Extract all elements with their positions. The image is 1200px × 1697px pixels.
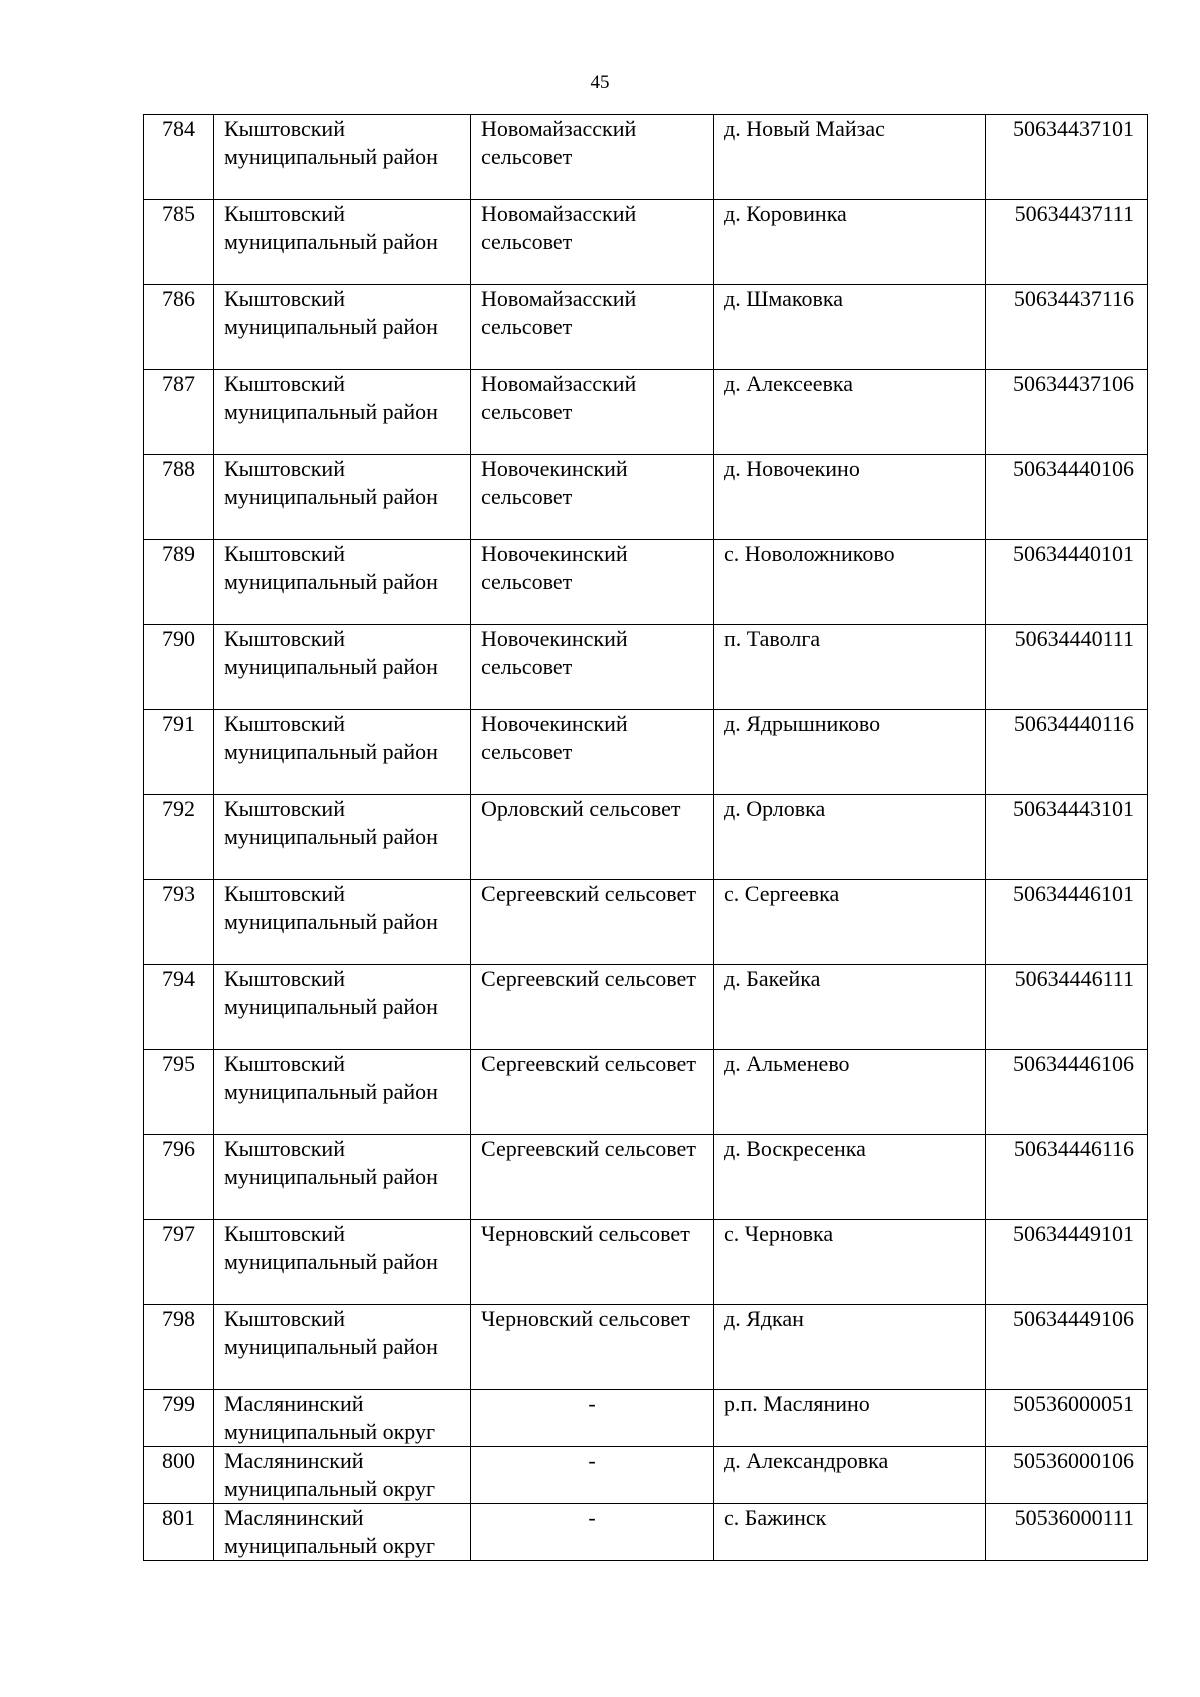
code-cell <box>986 455 1148 540</box>
council-text: Сергеевский сельсовет <box>481 881 696 906</box>
district-cell <box>214 1050 471 1135</box>
locality-text: д. Бакейка <box>724 966 821 991</box>
council-cell <box>471 1390 714 1447</box>
table-row <box>144 1390 1148 1447</box>
code-text: 50634446101 <box>1013 881 1134 906</box>
code-cell <box>986 540 1148 625</box>
code-cell <box>986 200 1148 285</box>
council-text: Новочекинский сельсовет <box>481 626 628 679</box>
row-number-text: 799 <box>162 1391 195 1416</box>
council-text: Новомайзасский сельсовет <box>481 371 637 424</box>
district-cell <box>214 710 471 795</box>
locality-cell <box>714 710 986 795</box>
code-cell <box>986 370 1148 455</box>
code-cell <box>986 285 1148 370</box>
locality-cell <box>714 1447 986 1504</box>
row-number-text: 790 <box>162 626 195 651</box>
locality-cell <box>714 115 986 200</box>
code-cell <box>986 115 1148 200</box>
table-row <box>144 115 1148 200</box>
table-row <box>144 795 1148 880</box>
district-text: Кыштовский муниципальный район <box>224 881 438 934</box>
code-cell <box>986 625 1148 710</box>
code-text: 50634437101 <box>1013 116 1134 141</box>
row-number-cell <box>144 540 214 625</box>
council-text: Сергеевский сельсовет <box>481 1051 696 1076</box>
locality-cell <box>714 540 986 625</box>
council-text: Орловский сельсовет <box>481 796 681 821</box>
table-row <box>144 1447 1148 1504</box>
district-cell <box>214 1447 471 1504</box>
row-number-text: 796 <box>162 1136 195 1161</box>
district-cell <box>214 285 471 370</box>
row-number-text: 788 <box>162 456 195 481</box>
district-cell <box>214 455 471 540</box>
district-text: Маслянинский муниципальный округ <box>224 1391 436 1444</box>
row-number-cell <box>144 625 214 710</box>
district-text: Кыштовский муниципальный район <box>224 711 438 764</box>
locality-text: д. Орловка <box>724 796 826 821</box>
row-number-cell <box>144 285 214 370</box>
locality-cell <box>714 1220 986 1305</box>
row-number-cell <box>144 1050 214 1135</box>
code-text: 50634440106 <box>1013 456 1134 481</box>
council-cell <box>471 1447 714 1504</box>
district-cell <box>214 1220 471 1305</box>
locality-text: п. Таволга <box>724 626 821 651</box>
council-cell <box>471 1135 714 1220</box>
district-text: Кыштовский муниципальный район <box>224 1306 438 1359</box>
district-text: Кыштовский муниципальный район <box>224 286 438 339</box>
row-number-text: 797 <box>162 1221 195 1246</box>
council-cell <box>471 455 714 540</box>
council-cell <box>471 1050 714 1135</box>
locality-cell <box>714 1135 986 1220</box>
district-cell <box>214 1135 471 1220</box>
council-text: Сергеевский сельсовет <box>481 966 696 991</box>
code-text: 50634440116 <box>1013 711 1134 736</box>
district-cell <box>214 625 471 710</box>
row-number-cell <box>144 1390 214 1447</box>
locality-text: д. Новочекино <box>724 456 860 481</box>
code-text: 50634437111 <box>1014 201 1134 226</box>
locality-text: д. Алексеевка <box>724 371 854 396</box>
district-text: Кыштовский муниципальный район <box>224 541 438 594</box>
locality-text: д. Шмаковка <box>724 286 844 311</box>
table-row <box>144 880 1148 965</box>
locality-cell <box>714 1305 986 1390</box>
code-text: 50634437106 <box>1013 371 1134 396</box>
row-number-cell <box>144 1504 214 1561</box>
council-text: Черновский сельсовет <box>481 1306 690 1331</box>
row-number-text: 794 <box>162 966 195 991</box>
council-text: - <box>588 1505 596 1530</box>
locality-cell <box>714 795 986 880</box>
locality-text: с. Черновка <box>724 1221 834 1246</box>
code-cell <box>986 710 1148 795</box>
council-text: Новомайзасский сельсовет <box>481 116 637 169</box>
row-number-cell <box>144 1220 214 1305</box>
locality-cell <box>714 880 986 965</box>
council-cell <box>471 200 714 285</box>
district-cell <box>214 880 471 965</box>
code-cell <box>986 1447 1148 1504</box>
locality-text: с. Бажинск <box>724 1505 827 1530</box>
district-text: Кыштовский муниципальный район <box>224 1136 438 1189</box>
table-row <box>144 965 1148 1050</box>
code-text: 50634437116 <box>1013 286 1134 311</box>
district-text: Кыштовский муниципальный район <box>224 796 438 849</box>
district-cell <box>214 795 471 880</box>
council-cell <box>471 1305 714 1390</box>
council-cell <box>471 370 714 455</box>
council-cell <box>471 285 714 370</box>
council-text: Черновский сельсовет <box>481 1221 690 1246</box>
council-cell <box>471 1504 714 1561</box>
locality-text: д. Ядкан <box>724 1306 804 1331</box>
row-number-cell <box>144 115 214 200</box>
council-cell <box>471 795 714 880</box>
district-text: Кыштовский муниципальный район <box>224 371 438 424</box>
code-text: 50634440101 <box>1013 541 1134 566</box>
code-text: 50634443101 <box>1013 796 1134 821</box>
row-number-cell <box>144 1305 214 1390</box>
council-text: Сергеевский сельсовет <box>481 1136 696 1161</box>
council-cell <box>471 880 714 965</box>
table-row <box>144 200 1148 285</box>
code-cell <box>986 1050 1148 1135</box>
locality-cell <box>714 200 986 285</box>
table-row <box>144 625 1148 710</box>
council-text: Новомайзасский сельсовет <box>481 201 637 254</box>
council-cell <box>471 625 714 710</box>
row-number-text: 785 <box>162 201 195 226</box>
row-number-text: 792 <box>162 796 195 821</box>
code-text: 50634449106 <box>1013 1306 1134 1331</box>
locality-cell <box>714 965 986 1050</box>
code-cell <box>986 795 1148 880</box>
code-text: 50634446116 <box>1013 1136 1134 1161</box>
council-text: Новочекинский сельсовет <box>481 541 628 594</box>
code-cell <box>986 1504 1148 1561</box>
row-number-text: 801 <box>162 1505 195 1530</box>
table-row <box>144 1135 1148 1220</box>
table-row <box>144 1050 1148 1135</box>
locality-cell <box>714 625 986 710</box>
row-number-cell <box>144 1135 214 1220</box>
code-cell <box>986 965 1148 1050</box>
row-number-cell <box>144 795 214 880</box>
table-row <box>144 710 1148 795</box>
code-text: 50634440111 <box>1014 626 1134 651</box>
district-text: Кыштовский муниципальный район <box>224 626 438 679</box>
table-row <box>144 285 1148 370</box>
code-cell <box>986 1135 1148 1220</box>
locality-text: д. Альменево <box>724 1051 850 1076</box>
code-text: 50536000051 <box>1013 1391 1134 1416</box>
locality-text: д. Александровка <box>724 1448 889 1473</box>
locality-cell <box>714 1504 986 1561</box>
district-cell <box>214 370 471 455</box>
locality-text: д. Коровинка <box>724 201 847 226</box>
code-cell <box>986 1305 1148 1390</box>
district-cell <box>214 1305 471 1390</box>
code-text: 50634446106 <box>1013 1051 1134 1076</box>
row-number-cell <box>144 965 214 1050</box>
row-number-text: 793 <box>162 881 195 906</box>
row-number-cell <box>144 455 214 540</box>
locality-text: д. Новый Майзас <box>724 116 885 141</box>
locality-text: с. Сергеевка <box>724 881 840 906</box>
council-cell <box>471 710 714 795</box>
code-text: 50634446111 <box>1014 966 1134 991</box>
council-cell <box>471 540 714 625</box>
district-cell <box>214 1390 471 1447</box>
row-number-cell <box>144 1447 214 1504</box>
code-text: 50536000111 <box>1014 1505 1134 1530</box>
district-text: Кыштовский муниципальный район <box>224 456 438 509</box>
code-cell <box>986 880 1148 965</box>
row-number-text: 795 <box>162 1051 195 1076</box>
row-number-text: 791 <box>162 711 195 736</box>
district-text: Маслянинский муниципальный округ <box>224 1505 436 1558</box>
table-body <box>144 115 1148 1561</box>
table-row <box>144 1305 1148 1390</box>
district-cell <box>214 540 471 625</box>
council-text: - <box>588 1391 596 1416</box>
district-text: Кыштовский муниципальный район <box>224 1051 438 1104</box>
table-row <box>144 540 1148 625</box>
row-number-cell <box>144 370 214 455</box>
district-text: Кыштовский муниципальный район <box>224 116 438 169</box>
locality-text: д. Ядрышниково <box>724 711 881 736</box>
row-number-text: 798 <box>162 1306 195 1331</box>
table-row <box>144 455 1148 540</box>
row-number-cell <box>144 880 214 965</box>
council-cell <box>471 965 714 1050</box>
council-cell <box>471 115 714 200</box>
row-number-text: 784 <box>162 116 195 141</box>
district-text: Кыштовский муниципальный район <box>224 966 438 1019</box>
table-row <box>144 1220 1148 1305</box>
table-row <box>144 1504 1148 1561</box>
locality-text: р.п. Маслянино <box>724 1391 870 1416</box>
locality-cell <box>714 455 986 540</box>
council-text: Новочекинский сельсовет <box>481 456 628 509</box>
district-text: Кыштовский муниципальный район <box>224 201 438 254</box>
row-number-text: 786 <box>162 286 195 311</box>
code-cell <box>986 1220 1148 1305</box>
locality-cell <box>714 1390 986 1447</box>
council-text: Новомайзасский сельсовет <box>481 286 637 339</box>
locality-cell <box>714 1050 986 1135</box>
table-row <box>144 370 1148 455</box>
code-cell <box>986 1390 1148 1447</box>
council-cell <box>471 1220 714 1305</box>
district-text: Кыштовский муниципальный район <box>224 1221 438 1274</box>
row-number-text: 787 <box>162 371 195 396</box>
row-number-cell <box>144 200 214 285</box>
locality-text: с. Новоложниково <box>724 541 895 566</box>
locality-text: д. Воскресенка <box>724 1136 866 1161</box>
locality-cell <box>714 370 986 455</box>
district-text: Маслянинский муниципальный округ <box>224 1448 436 1501</box>
council-text: - <box>588 1448 596 1473</box>
row-number-cell <box>144 710 214 795</box>
row-number-text: 789 <box>162 541 195 566</box>
row-number-text: 800 <box>162 1448 195 1473</box>
code-text: 50536000106 <box>1013 1448 1134 1473</box>
district-cell <box>214 965 471 1050</box>
council-text: Новочекинский сельсовет <box>481 711 628 764</box>
code-text: 50634449101 <box>1013 1221 1134 1246</box>
district-cell <box>214 200 471 285</box>
locality-cell <box>714 285 986 370</box>
page-number: 45 <box>590 72 610 93</box>
settlements-table <box>143 114 1148 1561</box>
district-cell <box>214 115 471 200</box>
district-cell <box>214 1504 471 1561</box>
